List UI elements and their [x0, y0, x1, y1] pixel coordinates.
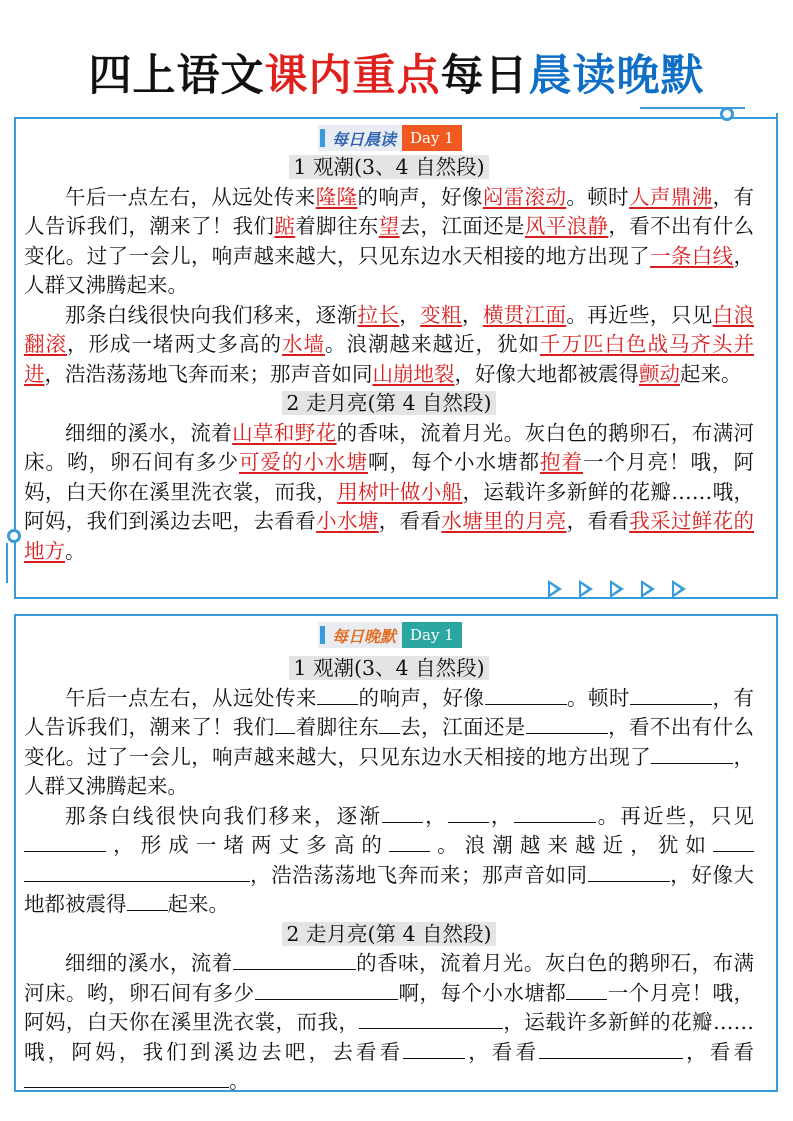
passage-text: 起来。 [167, 892, 229, 916]
fill-in-blank[interactable] [651, 684, 713, 705]
answer-text: 变粗 [420, 302, 462, 327]
answer-text: 拉长 [357, 302, 400, 327]
passage-text: 。再近些，只见 [595, 803, 755, 828]
fill-in-blank[interactable] [546, 713, 608, 734]
page-title [0, 40, 793, 112]
answer-text: 踮 [274, 214, 296, 238]
answer-text: 水墙 [282, 332, 325, 356]
passage-text: 。 [65, 538, 86, 563]
passage-text: ，有人告诉我们，潮来了！我们 [24, 184, 754, 238]
answer-text: 可爱的小水塘 [239, 450, 368, 474]
fill-in-blank[interactable] [514, 802, 596, 823]
card1-right-accent-line [776, 113, 778, 143]
passage-text: ，看看 [682, 1039, 755, 1064]
answer-text: 山崩地裂 [372, 361, 455, 386]
morning-paragraph-3 [24, 419, 754, 567]
fill-in-blank[interactable] [275, 713, 296, 734]
arrow-right-icon [579, 580, 593, 598]
passage-text: ，看看 [464, 1039, 540, 1064]
morning-paragraph-2 [24, 301, 754, 390]
passage-text: 午后一点左右，从远处传来 [65, 685, 317, 710]
fill-in-blank[interactable] [127, 890, 168, 911]
fill-in-blank[interactable] [379, 713, 400, 734]
passage-text: 午后一点左右，从远处传来 [65, 184, 316, 209]
passage-text: 起来。 [680, 361, 742, 386]
passage-text: 去，江面还是 [399, 715, 526, 739]
title-part-4: 晨读晚默 [528, 51, 705, 101]
passage-text: ，形成一堵两丈多高的 [67, 332, 282, 356]
passage-text: ，看看 [566, 509, 630, 533]
evening-section-1-heading: 1 观潮(3、4 自然段) [24, 654, 754, 684]
passage-text: ， [422, 803, 448, 828]
passage-text: ，看不出有什么变化。过了一会儿，响声越来越大，只见东边水天相接的地方出现了 [24, 214, 755, 268]
fill-in-blank[interactable] [587, 979, 608, 1000]
passage-text: 的香味，流着月光。灰白色的鹅卵石，布满河床。哟，卵石间有多少 [24, 420, 754, 474]
evening-badge-day: Day 1 [402, 622, 462, 648]
title-part-1: 四上语文 [88, 51, 265, 101]
morning-badge-day: Day 1 [402, 125, 462, 151]
fill-in-blank[interactable] [359, 1008, 503, 1029]
passage-text: 一个月亮！哦，阿妈，白天你在溪里洗衣裳，而我， [24, 450, 754, 504]
morning-badge [318, 125, 462, 151]
fill-in-blank[interactable] [255, 979, 399, 1000]
passage-text: ，看看 [378, 509, 442, 533]
answer-text: 水塘里的月亮 [441, 509, 567, 533]
passage-text: 。浪潮越来越近，犹如 [430, 833, 713, 857]
title-part-2: 课内重点 [264, 51, 441, 101]
passage-text: ，好像大地都被震得 [454, 361, 639, 386]
fill-in-blank[interactable] [651, 743, 733, 764]
passage-text: ，浩浩荡荡地飞奔而来；那声音如同 [44, 361, 373, 386]
evening-content [24, 654, 754, 1097]
passage-text: ， [488, 803, 514, 828]
fill-in-blank[interactable] [317, 684, 358, 705]
title-part-3: 每日 [440, 51, 529, 101]
morning-section-2-heading: 2 走月亮(第 4 自然段) [24, 389, 754, 419]
arrow-right-icon [641, 580, 655, 598]
evening-section-2-heading: 2 走月亮(第 4 自然段) [24, 920, 754, 950]
arrow-right-icon [610, 580, 624, 598]
circle-dot-icon [7, 529, 21, 543]
morning-badge-label: 每日晨读 [318, 125, 402, 151]
arrow-right-icon [548, 580, 562, 598]
passage-text: ，有人告诉我们，潮来了！我们 [24, 685, 754, 739]
passage-text: 去，江面还是 [399, 214, 525, 238]
answer-text: 山草和野花 [232, 420, 337, 445]
passage-text: 。顿时 [566, 685, 630, 710]
fill-in-blank[interactable] [630, 684, 651, 705]
fill-in-blank[interactable] [566, 979, 587, 1000]
passage-text: 。顿时 [566, 184, 630, 209]
fill-in-blank[interactable] [448, 802, 489, 823]
fill-in-blank[interactable] [24, 831, 106, 852]
passage-text: ，好像大地都被震得 [24, 862, 755, 916]
fill-in-blank[interactable] [382, 802, 423, 823]
evening-badge-label: 每日晚默 [318, 622, 402, 648]
fill-in-blank[interactable] [403, 1038, 465, 1059]
passage-text: ，人群又沸腾起来。 [24, 243, 755, 297]
answer-text: 风平浪静 [524, 214, 609, 238]
answer-text: 我采过鲜花的地方 [24, 509, 755, 563]
passage-text: ，运载许多新鲜的花瓣……哦，阿妈，我们到溪边去吧，去看看 [24, 1010, 754, 1064]
passage-text: 那条白线很快向我们移来，逐渐 [65, 302, 358, 327]
passage-text: 的响声，好像 [357, 184, 483, 209]
fill-in-blank[interactable] [389, 831, 430, 852]
evening-badge [318, 622, 462, 648]
answer-text: 小水塘 [316, 509, 379, 533]
passage-text: 细细的溪水，流着 [65, 951, 233, 975]
answer-text: 人声鼎沸 [629, 184, 713, 209]
evening-paragraph-1 [24, 684, 754, 802]
passage-text: 一个月亮！哦，阿妈，白天你在溪里洗衣裳，而我， [24, 980, 755, 1034]
passage-text: 着脚往东 [295, 214, 379, 238]
answer-text: 一条白线 [650, 243, 734, 268]
answer-text: 千万匹白色战马齐头并进 [24, 332, 754, 386]
answer-text: 望 [378, 214, 400, 238]
fill-in-blank[interactable] [24, 1067, 229, 1088]
passage-text: ，运载许多新鲜的花瓣……哦，阿妈，我们到溪边去吧，去看看 [24, 479, 755, 533]
arrow-right-icon [672, 580, 686, 598]
morning-section-1-heading: 1 观潮(3、4 自然段) [24, 153, 754, 183]
passage-text: 的香味，流着月光。灰白色的鹅卵石，布满河床。哟，卵石间有多少 [24, 951, 754, 1005]
passage-text: 。浪潮越来越近，犹如 [325, 332, 540, 356]
fill-in-blank[interactable] [233, 949, 356, 970]
card1-left-accent-line [6, 543, 8, 583]
passage-text: ，人群又沸腾起来。 [24, 744, 755, 798]
morning-content [24, 153, 754, 566]
passage-text: ，看不出有什么变化。过了一会儿，响声越来越大，只见东边水天相接的地方出现了 [24, 715, 755, 769]
passage-text: 啊，每个小水塘都 [368, 450, 540, 474]
passage-text: ， [461, 302, 483, 327]
circle-dot-icon [720, 107, 734, 121]
fill-in-blank[interactable] [713, 831, 754, 852]
passage-text: ，形成一堵两丈多高的 [106, 833, 389, 857]
passage-text: 。再近些，只见 [566, 302, 713, 327]
evening-paragraph-3 [24, 949, 754, 1097]
passage-text: 着脚往东 [295, 715, 380, 739]
answer-text: 抱着 [540, 450, 583, 474]
answer-text: 横贯江面 [482, 302, 567, 327]
passage-text: 啊，每个小水塘都 [398, 980, 567, 1005]
answer-text: 闷雷滚动 [482, 184, 567, 209]
fill-in-blank[interactable] [526, 713, 547, 734]
answer-text: 用树叶做小船 [337, 479, 463, 504]
fill-in-blank[interactable] [539, 1038, 683, 1059]
fill-in-blank[interactable] [24, 861, 250, 882]
passage-text: 的响声，好像 [358, 685, 485, 710]
passage-text: 细细的溪水，流着 [65, 420, 233, 445]
passage-text: 那条白线很快向我们移来，逐渐 [65, 803, 382, 828]
morning-paragraph-1 [24, 183, 754, 301]
passage-text: ， [399, 302, 421, 327]
passage-text: ，浩浩荡荡地飞奔而来；那声音如同 [249, 862, 588, 887]
decorative-arrows [548, 580, 686, 598]
answer-text: 白浪翻滚 [24, 302, 754, 356]
fill-in-blank[interactable] [485, 684, 567, 705]
fill-in-blank[interactable] [588, 861, 670, 882]
answer-text: 隆隆 [315, 184, 358, 209]
evening-paragraph-2 [24, 802, 754, 920]
passage-text: 。 [229, 1069, 250, 1093]
answer-text: 颤动 [639, 361, 680, 386]
